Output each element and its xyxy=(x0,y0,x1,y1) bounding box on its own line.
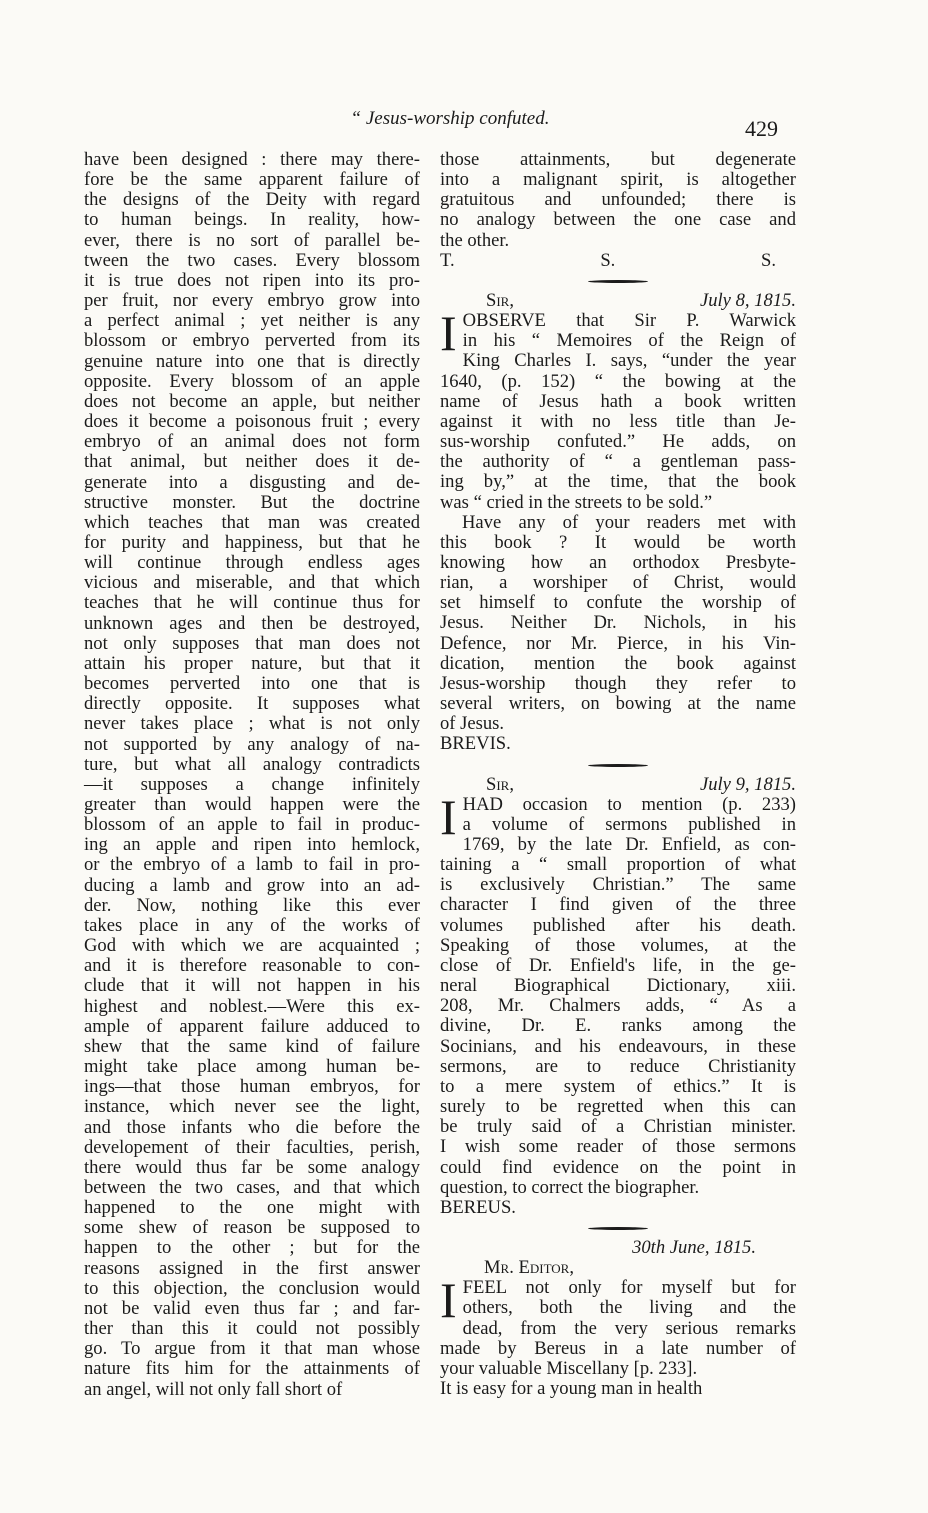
left-column xyxy=(84,150,420,1400)
text-line: 1769, by the late Dr. Enfield, as con- xyxy=(462,834,796,855)
text-line: the other. xyxy=(440,229,510,251)
text-line: neral Biographical Dictionary, xiii. xyxy=(440,975,796,997)
text-line: not only supposes that man does not xyxy=(84,632,420,654)
text-line: blossom of an apple to fail in produc- xyxy=(84,814,420,836)
text-line: —it supposes a change infinitely xyxy=(84,773,420,795)
salutation: Mr. Editor, xyxy=(484,1257,574,1279)
text-line: sermons, are to reduce Christianity xyxy=(440,1055,796,1077)
text-line: between the two cases, and that which xyxy=(84,1176,420,1198)
text-line: surely to be regretted when this can xyxy=(440,1096,796,1118)
text-line: dication, mention the book against xyxy=(440,652,796,674)
text-line: gratuitous and unfounded; there is xyxy=(440,189,796,211)
text-line: embryo of an animal does not form xyxy=(84,431,420,453)
signature-tss: T. S. S. xyxy=(440,249,776,271)
text-line: FEEL not only for myself but for xyxy=(462,1277,796,1299)
letter-brevis-dateline xyxy=(440,291,796,311)
text-line: that animal, but neither does it de- xyxy=(84,451,420,473)
text-line: rian, a worshiper of Christ, would xyxy=(440,572,796,594)
text-line: ing by,” at the time, that the book xyxy=(440,471,796,493)
text-line: reasons assigned in the first answer xyxy=(84,1257,420,1279)
text-line: a perfect animal ; yet neither is any xyxy=(84,310,420,332)
text-line: of Jesus. xyxy=(440,713,505,735)
text-line: greater than would happen were the xyxy=(84,794,420,815)
section-divider xyxy=(440,755,796,775)
text-line: not be valid even thus far ; and far- xyxy=(84,1297,420,1319)
text-line: never takes place ; what is not only xyxy=(84,713,420,735)
text-line: vicious and miserable, and that which xyxy=(84,572,420,594)
text-line: against it with no less title than Je- xyxy=(440,410,796,432)
text-line: several writers, on bowing at the name xyxy=(440,693,796,715)
text-line: knowing how an orthodox Presbyte- xyxy=(440,551,796,573)
letter-date: July 9, 1815. xyxy=(699,773,796,795)
text-line: tween the two cases. Every blossom xyxy=(84,249,420,271)
text-line: was “ cried in the streets to be sold.” xyxy=(440,491,713,513)
text-line: to this objection, the conclusion would xyxy=(84,1277,420,1299)
text-line: does not become an apple, but neither xyxy=(84,390,420,412)
text-line: the authority of “ a gentleman pass- xyxy=(440,451,796,473)
text-line: God with which we are acquainted ; xyxy=(84,935,420,957)
text-line: developement of their faculties, perish, xyxy=(84,1136,420,1158)
text-line: happen to the other ; but for the xyxy=(84,1237,420,1259)
letter-date: 30th June, 1815. xyxy=(632,1236,756,1258)
text-line: and it is therefore reasonable to con- xyxy=(84,955,420,977)
text-line: opposite. Every blossom of an apple xyxy=(84,370,420,392)
text-line: made by Bereus in a late number of xyxy=(440,1337,796,1359)
text-line: highest and noblest.—Were this ex- xyxy=(84,995,420,1017)
text-line: your valuable Miscellany [p. 233]. xyxy=(440,1357,698,1379)
text-line: Have any of your readers met with xyxy=(462,511,796,533)
text-line: taining a “ small proportion of what xyxy=(440,854,796,876)
text-line: ducing a lamb and grow into an ad- xyxy=(84,874,420,896)
text-line: Speaking of those volumes, at the xyxy=(440,934,796,956)
intro-paragraph xyxy=(440,150,796,251)
letter-bereus-body xyxy=(440,788,796,1198)
letter-editor-body xyxy=(440,1272,796,1400)
signature-brevis: BREVIS. xyxy=(440,733,511,755)
text-line: Defence, nor Mr. Pierce, in his Vin- xyxy=(440,632,796,654)
text-line: directly opposite. It supposes what xyxy=(84,693,420,715)
text-line: ings—that those human embryos, for xyxy=(84,1076,420,1098)
text-line: 208, Mr. Chalmers adds, “ As a xyxy=(440,995,796,1017)
text-line: becomes perverted into one that is xyxy=(84,673,420,695)
running-title: “ Jesus-worship confuted. xyxy=(350,108,550,129)
text-line: others, both the living and the xyxy=(462,1297,796,1319)
text-line: I wish some reader of those sermons xyxy=(440,1136,796,1158)
text-line: an angel, will not only fall short of xyxy=(84,1378,343,1400)
text-line: have been designed : there may there- xyxy=(84,149,420,170)
text-line: which teaches that man was created xyxy=(84,511,420,533)
text-line: 1640, (p. 152) “ the bowing at the xyxy=(440,370,796,392)
text-line: divine, Dr. E. ranks among the xyxy=(440,1015,796,1037)
text-line: to a mere system of ethics.” It is xyxy=(440,1075,796,1097)
drop-cap: I xyxy=(440,305,457,362)
text-line: ther than this it could not possibly xyxy=(84,1318,420,1340)
text-line: clude that it will not happen in his xyxy=(84,975,420,997)
drop-cap: I xyxy=(440,1272,457,1329)
text-line: this book ? It would be worth xyxy=(440,531,796,553)
text-line: sus-worship confuted.” He adds, on xyxy=(440,431,796,453)
text-line: generate into a disgusting and de- xyxy=(84,471,420,493)
text-line: into a malignant spirit, is altogether xyxy=(440,169,796,191)
text-line: is exclusively Christian.” The same xyxy=(440,874,796,896)
text-line: the designs of the Deity with regard xyxy=(84,189,420,211)
text-line: for purity and happiness, but that he xyxy=(84,531,420,553)
text-line: and those infants who die before the xyxy=(84,1116,420,1138)
text-line: question, to correct the biographer. xyxy=(440,1176,700,1198)
text-line: ture, but what all analogy contradicts xyxy=(84,753,420,775)
text-line: der. Now, nothing like this ever xyxy=(84,894,420,916)
right-column xyxy=(440,150,796,1399)
text-line: OBSERVE that Sir P. Warwick xyxy=(462,310,796,332)
text-line: or the embryo of a lamb to fail in pro- xyxy=(84,854,420,876)
text-line: will continue through endless ages xyxy=(84,552,420,574)
text-line: happened to the one might with xyxy=(84,1197,420,1219)
text-line: HAD occasion to mention (p. 233) xyxy=(462,793,796,815)
text-line: shew that the same kind of failure xyxy=(84,1035,420,1057)
drop-cap: I xyxy=(440,788,457,845)
text-line: King Charles I. says, “under the year xyxy=(462,350,796,372)
text-line: teaches that he will continue thus for xyxy=(84,592,420,614)
text-line: not supported by any analogy of na- xyxy=(84,733,420,755)
salutation: Sir, xyxy=(486,289,514,311)
text-line: unknown ages and then be destroyed, xyxy=(84,612,420,634)
letter-bereus-dateline xyxy=(440,775,796,795)
letter-brevis-body xyxy=(440,305,796,735)
text-line: name of Jesus hath a book written xyxy=(440,390,796,412)
text-line: takes place in any of the works of xyxy=(84,914,420,936)
salutation: Sir, xyxy=(486,773,514,795)
text-line: it is true does not ripen into its pro- xyxy=(84,269,420,291)
text-line: ing an apple and ripen into hemlock, xyxy=(84,834,420,856)
text-line: close of Dr. Enfield's life, in the ge- xyxy=(440,954,796,976)
text-line: genuine nature into one that is directly xyxy=(84,350,420,372)
text-line: volumes published after his death. xyxy=(440,914,796,936)
text-line: ample of apparent failure adduced to xyxy=(84,1015,420,1037)
text-line: ever, there is no sort of parallel be- xyxy=(84,229,420,251)
text-line: to human beings. In reality, how- xyxy=(84,209,420,231)
text-line: nature fits him for the attainments of xyxy=(84,1358,420,1380)
section-divider xyxy=(440,271,796,291)
text-line: no analogy between the one case and xyxy=(440,209,796,231)
text-line: structive monster. But the doctrine xyxy=(84,491,420,513)
letter-date: July 8, 1815. xyxy=(699,289,796,311)
text-line: instance, which never see the light, xyxy=(84,1096,420,1118)
text-line: dead, from the very serious remarks xyxy=(462,1317,796,1339)
page-number: 429 xyxy=(745,116,778,141)
section-divider xyxy=(440,1218,796,1238)
text-line: some shew of reason be supposed to xyxy=(84,1217,420,1239)
text-line: in his “ Memoires of the Reign of xyxy=(462,330,796,352)
text-line: blossom or embryo perverted from its xyxy=(84,330,420,352)
text-line: could find evidence on the point in xyxy=(440,1156,796,1178)
text-line: It is easy for a young man in health xyxy=(440,1378,703,1400)
text-line: Jesus. Neither Dr. Nichols, in his xyxy=(440,612,796,634)
text-line: might take place among human be- xyxy=(84,1056,420,1078)
text-line: be truly said of a Christian minister. xyxy=(440,1116,796,1138)
text-line: attain his proper nature, but that it xyxy=(84,652,420,674)
text-line: set himself to confute the worship of xyxy=(440,592,796,614)
text-line: character I find given of the three xyxy=(440,894,796,916)
text-line: per fruit, nor every embryo grow into xyxy=(84,290,420,312)
text-line: those attainments, but degenerate xyxy=(440,149,796,170)
text-line: does it become a poisonous fruit ; every xyxy=(84,411,420,433)
signature-bereus: BEREUS. xyxy=(440,1196,516,1218)
text-line: Jesus-worship though they refer to xyxy=(440,672,796,694)
text-line: go. To argue from it that man whose xyxy=(84,1338,420,1360)
text-line: Socinians, and his endeavours, in these xyxy=(440,1035,796,1057)
text-line: there would thus far be some analogy xyxy=(84,1156,420,1178)
text-line: a volume of sermons published in xyxy=(462,813,796,835)
text-line: fore be the same apparent failure of xyxy=(84,169,420,191)
